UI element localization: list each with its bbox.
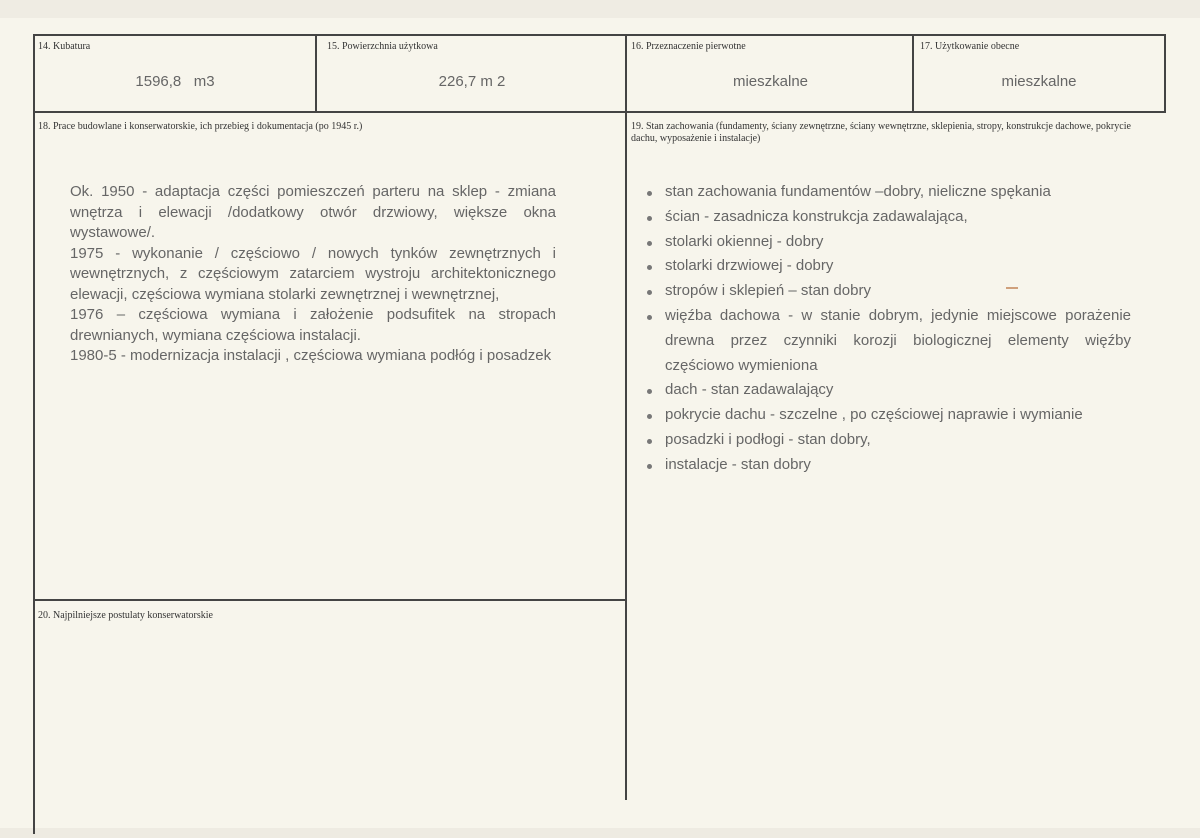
bullet-icon <box>647 290 652 295</box>
page-bottom-edge <box>0 828 1200 838</box>
bullet-icon <box>647 315 652 320</box>
bullet-icon <box>647 439 652 444</box>
right-border <box>1164 34 1166 112</box>
bullet-icon <box>647 241 652 246</box>
prace-line: 1980-5 - modernizacja instalacji , częściowa wymiana podłóg i posadzek <box>70 347 552 364</box>
list-item: stropów i sklepień – stan dobry <box>647 279 1131 304</box>
page-top-edge <box>0 0 1200 18</box>
uzytkowanie-value: mieszkalne <box>1001 73 1077 90</box>
bullet-icon <box>647 265 652 270</box>
bullet-icon <box>647 191 652 196</box>
stan-list <box>647 180 1131 478</box>
powierzchnia-value: 226,7 m 2 <box>438 73 506 90</box>
prace-line: 1975 - wykonanie / częściowo / nowych tynków zewnętrznych i wewnętrznych, z częściowym zatarciem wystroju architektonicznego elewacji, częściowa wymiana stolarki zewnętrznej i wewnętrznej, <box>70 244 556 303</box>
list-item: dach - stan zadawalający <box>647 378 1131 403</box>
kubatura-value: 1596,8 m3 <box>135 73 215 90</box>
row1-bottom-border <box>34 111 1166 113</box>
stan-label: 19. Stan zachowania (fundamenty, ściany zewnętrzne, ściany wewnętrzne, sklepienia, stropy, konstrukcje dachowe, pokrycie dachu, wyposażenie i instalacje) <box>631 121 1131 144</box>
list-item: posadzki i podłogi - stan dobry, <box>647 428 1131 453</box>
prace-label: 18. Prace budowlane i konserwatorskie, ich przebieg i dokumentacja (po 1945 r.) <box>38 121 363 132</box>
prace-line: 1976 – częściowa wymiana i założenie podsufitek na stropach drewnianych, wymiana częściowa instalacji. <box>70 306 556 344</box>
postulaty-label: 20. Najpilniejsze postulaty konserwatorskie <box>38 610 213 621</box>
col-divider-center <box>625 34 627 800</box>
przeznaczenie-value: mieszkalne <box>732 73 809 90</box>
list-item: stan zachowania fundamentów –dobry, nieliczne spękania <box>647 180 1131 205</box>
prace-text <box>70 182 556 367</box>
bullet-icon <box>647 216 652 221</box>
przeznaczenie-label: 16. Przeznaczenie pierwotne <box>631 41 746 52</box>
list-item: ścian - zasadnicza konstrukcja zadawalająca, <box>647 205 1131 230</box>
bullet-icon <box>647 464 652 469</box>
list-item: więźba dachowa - w stanie dobrym, jedynie miejscowe porażenie drewna przez czynniki korozji biologicznej elementy więźby częściowo wymieniona <box>647 304 1131 378</box>
top-border <box>34 34 1166 36</box>
list-item: instalacje - stan dobry <box>647 453 1131 478</box>
left-border <box>33 34 35 834</box>
powierzchnia-label: 15. Powierzchnia użytkowa <box>327 41 438 52</box>
list-item: stolarki drzwiowej - dobry <box>647 254 1131 279</box>
paper-speck <box>1006 287 1018 289</box>
list-item: stolarki okiennej - dobry <box>647 230 1131 255</box>
bullet-icon <box>647 414 652 419</box>
uzytkowanie-label: 17. Użytkowanie obecne <box>920 41 1020 52</box>
prace-line: Ok. 1950 - adaptacja części pomieszczeń parteru na sklep - zmiana wnętrza i elewacji /dodatkowy otwór drzwiowy, większe okna wystawowe/. <box>70 183 556 241</box>
list-item: pokrycie dachu - szczelne , po częściowej naprawie i wymianie <box>647 403 1131 428</box>
bullet-icon <box>647 389 652 394</box>
kubatura-label: 14. Kubatura <box>38 41 91 52</box>
section20-top-border <box>34 599 626 601</box>
